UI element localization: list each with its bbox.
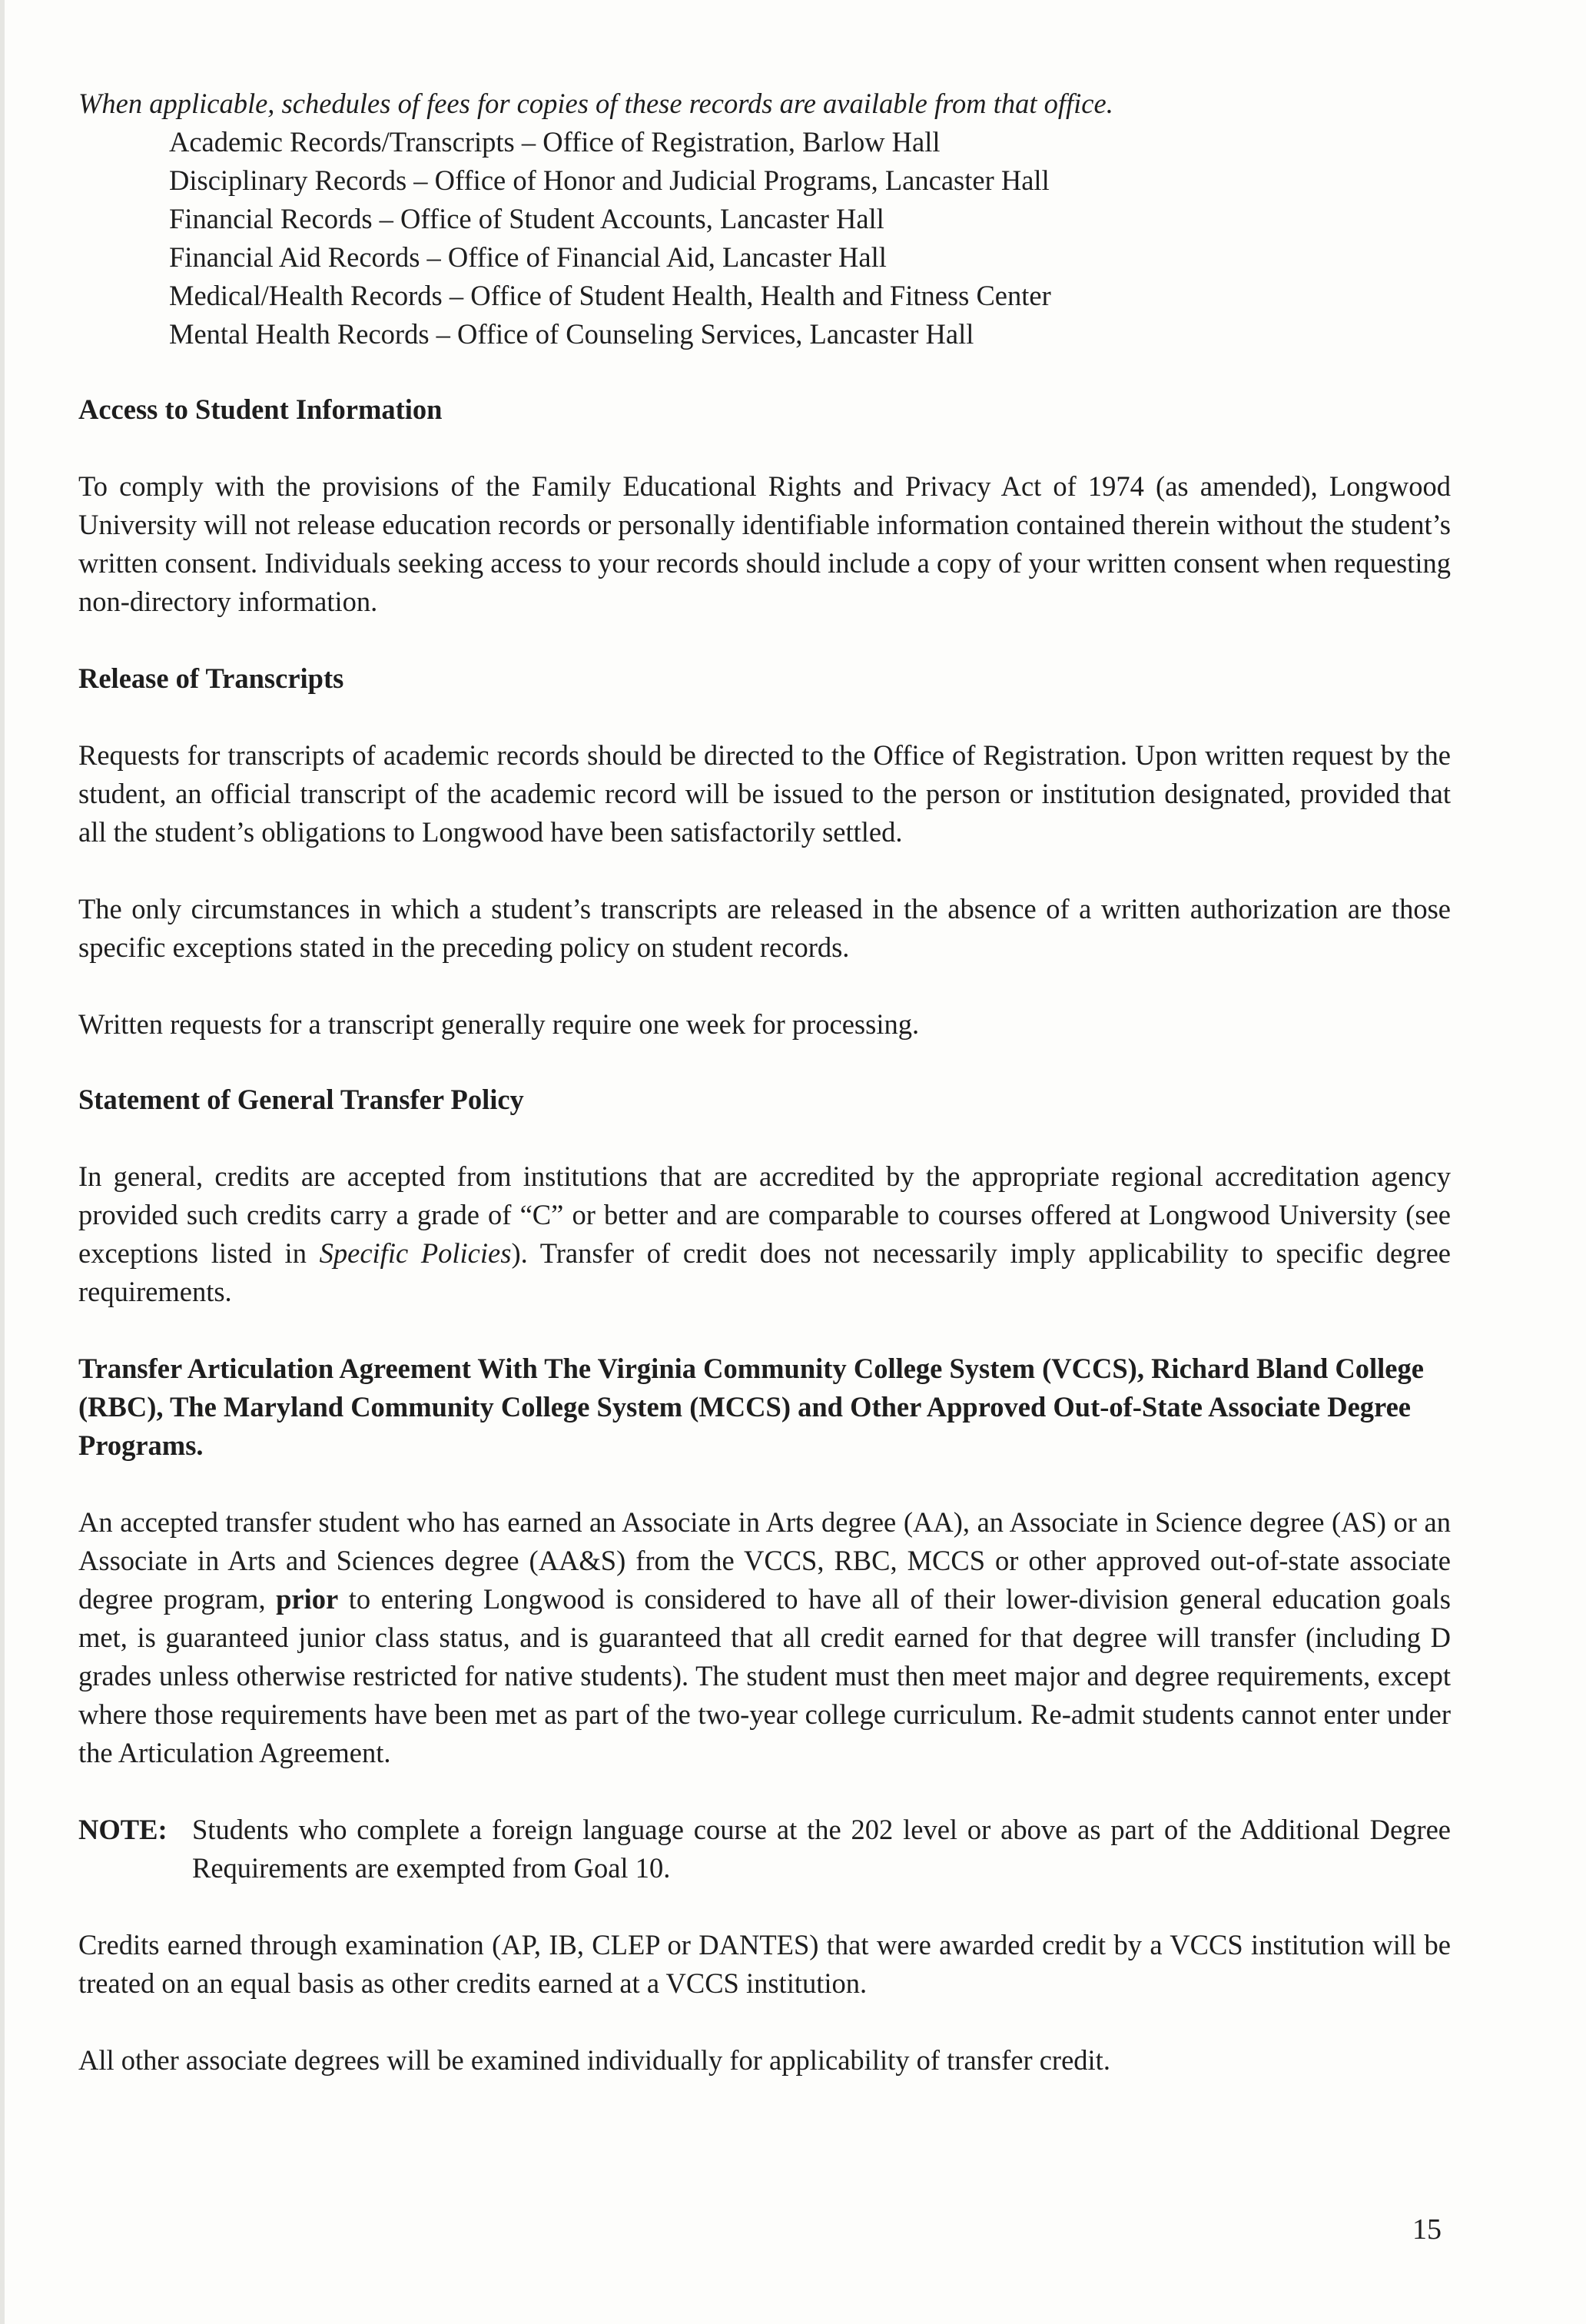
transfer-body-text-b: ). Transfer of credit does not necessarily imply applicability to specific degree requirements.	[78, 1237, 1451, 1307]
articulation-body	[78, 1503, 1451, 1772]
articulation-heading: Transfer Articulation Agreement With The Virginia Community College System (VCCS), Richard Bland College (RBC), The Maryland Community College System (MCCS) and Other Approved Out-of-State Associate Degree Programs.	[78, 1353, 1424, 1461]
transfer-body-text-a: In general, credits are accepted from institutions that are accredited by the appropriate regional accreditation agency provided such credits carry a grade of “C” or better and are comparable to courses offered at Longwood University (see exceptions listed in	[78, 1160, 1451, 1269]
list-item: Mental Health Records – Office of Counseling Services, Lancaster Hall	[169, 318, 974, 350]
list-item: Academic Records/Transcripts – Office of Registration, Barlow Hall	[169, 126, 941, 158]
list-item: Financial Records – Office of Student Accounts, Lancaster Hall	[169, 203, 884, 234]
access-heading: Access to Student Information	[78, 393, 443, 425]
page-content	[78, 85, 1451, 2080]
note-block	[78, 1811, 1451, 1887]
release-paragraph-1: Requests for transcripts of academic records should be directed to the Office of Registration. Upon written request by the student, an official transcript of the academic record will be issued to the person or institution designated, provided that all the student’s obligations to Longwood have been satisfactorily settled.	[78, 739, 1451, 848]
release-paragraph-3: Written requests for a transcript generally require one week for processing.	[78, 1008, 920, 1040]
prior-emphasis: prior	[276, 1583, 339, 1615]
page-edge	[0, 0, 5, 2324]
transfer-heading: Statement of General Transfer Policy	[78, 1084, 524, 1115]
other-degrees-paragraph: All other associate degrees will be examined individually for applicability of transfer credit.	[78, 2044, 1110, 2076]
records-intro: When applicable, schedules of fees for copies of these records are available from that office.	[78, 88, 1113, 119]
page-number: 15	[1412, 2213, 1442, 2246]
list-item: Financial Aid Records – Office of Financial Aid, Lancaster Hall	[169, 241, 887, 273]
access-body: To comply with the provisions of the Family Educational Rights and Privacy Act of 1974 (as amended), Longwood University will not release education records or personally identifiable information contained therein without the student’s written consent. Individuals seeking access to your records should include a copy of your written consent when requesting non-directory information.	[78, 470, 1452, 617]
release-paragraph-2: The only circumstances in which a student’s transcripts are released in the absence of a written authorization are those specific exceptions stated in the preceding policy on student records.	[78, 893, 1451, 963]
specific-policies-reference: Specific Policies	[319, 1237, 512, 1269]
list-item: Disciplinary Records – Office of Honor and Judicial Programs, Lancaster Hall	[169, 164, 1050, 196]
records-list	[78, 123, 1451, 354]
list-item: Medical/Health Records – Office of Student Health, Health and Fitness Center	[169, 280, 1051, 311]
articulation-body-text-b: to entering Longwood is considered to have all of their lower-division general education goals met, is guaranteed junior class status, and is guaranteed that all credit earned for that degree will transfer (including D grades unless otherwise restricted for native students). The student must then meet major and degree requirements, except where those requirements have been met as part of the two-year college curriculum. Re-admit students cannot enter under the Articulation Agreement.	[78, 1583, 1451, 1768]
transfer-body	[78, 1157, 1451, 1311]
release-heading: Release of Transcripts	[78, 662, 344, 694]
articulation-body-text-a: An accepted transfer student who has earned an Associate in Arts degree (AA), an Associate in Science degree (AS) or an Associate in Arts and Sciences degree (AA&S) from the VCCS, RBC, MCCS or other approved out-of-state associate degree program,	[78, 1506, 1451, 1615]
exam-credit-paragraph: Credits earned through examination (AP, IB, CLEP or DANTES) that were awarded credit by a VCCS institution will be treated on an equal basis as other credits earned at a VCCS institution.	[78, 1929, 1451, 1999]
note-label: NOTE:	[78, 1814, 168, 1845]
note-text: Students who complete a foreign language course at the 202 level or above as part of the Additional Degree Requirements are exempted from Goal 10.	[192, 1814, 1451, 1884]
